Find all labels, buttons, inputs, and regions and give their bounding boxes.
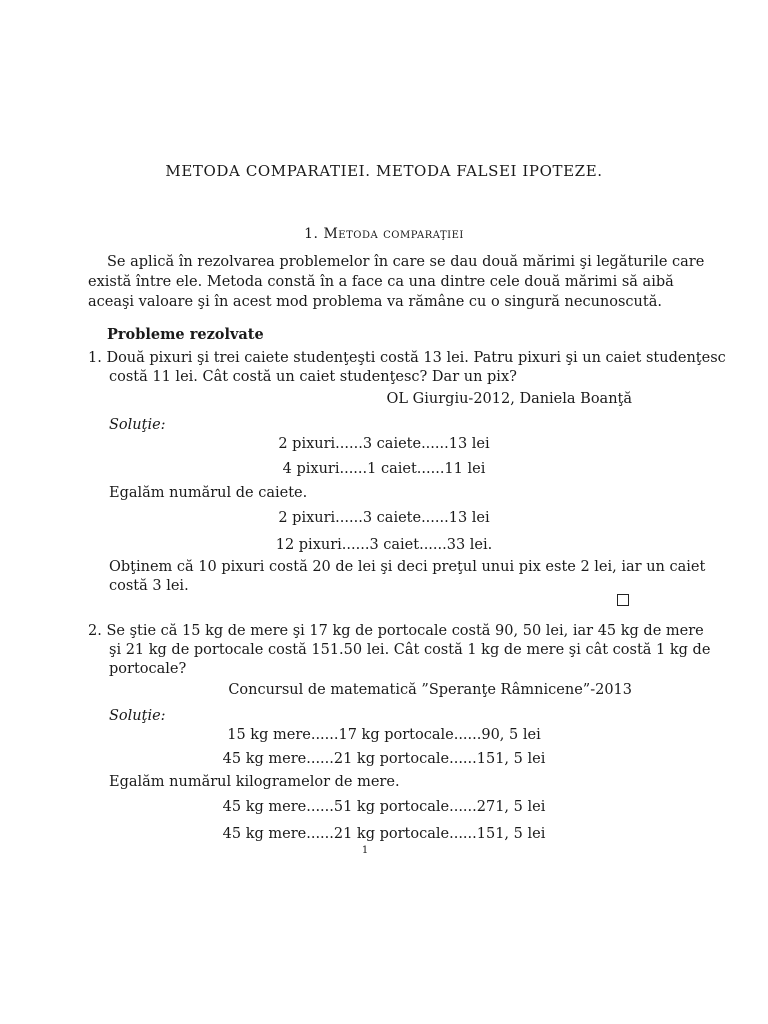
- section-heading: 1. Metoda comparaţiei: [304, 226, 464, 242]
- problem1-line-2: costă 11 lei. Cât costă un caiet studenţesc? Dar un pix?: [109, 369, 517, 385]
- problem2-equation-4: 45 kg mere......21 kg portocale......151, 5 lei: [222, 826, 546, 842]
- intro-line-2: există între ele. Metoda constă în a face ca una dintre cele două mărimi să aibă: [88, 274, 674, 290]
- problem1-equation-3: 2 pixuri......3 caiete......13 lei: [278, 510, 490, 526]
- intro-line-1: Se aplică în rezolvarea problemelor în care se dau două mărimi şi legăturile care: [107, 254, 705, 270]
- problem1-equation-1: 2 pixuri......3 caiete......13 lei: [278, 436, 490, 452]
- problem1-conclusion-1: Obţinem că 10 pixuri costă 20 de lei şi deci preţul unui pix este 2 lei, iar un caiet: [109, 559, 706, 575]
- intro-line-3: aceaşi valoare şi în acest mod problema va rămâne cu o singură necunoscută.: [88, 294, 662, 310]
- problem2-solution-label: Soluţie:: [109, 708, 166, 724]
- problem1-solution-label: Soluţie:: [109, 417, 166, 433]
- page-title: METODA COMPARATIEI. METODA FALSEI IPOTEZE.: [165, 162, 603, 180]
- problem1-equation-4: 12 pixuri......3 caiet......33 lei.: [275, 537, 493, 553]
- problem2-equation-1: 15 kg mere......17 kg portocale......90, 5 lei: [227, 727, 541, 743]
- problem1-conclusion-2: costă 3 lei.: [109, 578, 189, 594]
- problem1-source: OL Giurgiu-2012, Daniela Boanţă: [386, 391, 632, 407]
- problem2-source: Concursul de matematică ”Speranţe Râmnicene”-2013: [228, 682, 632, 698]
- problem1-equation-2: 4 pixuri......1 caiet......11 lei: [282, 461, 486, 477]
- page-number: 1: [361, 845, 369, 856]
- qed-square-icon: [617, 594, 629, 606]
- problem2-equation-3: 45 kg mere......51 kg portocale......271, 5 lei: [222, 799, 546, 815]
- problem2-line-1: 2. Se ştie că 15 kg de mere şi 17 kg de portocale costă 90, 50 lei, iar 45 kg de mere: [88, 623, 704, 639]
- problem2-line-2: şi 21 kg de portocale costă 151.50 lei. Cât costă 1 kg de mere şi cât costă 1 kg de: [109, 642, 711, 658]
- problem2-equation-2: 45 kg mere......21 kg portocale......151, 5 lei: [222, 751, 546, 767]
- solved-problems-heading: Probleme rezolvate: [107, 326, 264, 343]
- problem2-step: Egalăm numărul kilogramelor de mere.: [109, 774, 400, 790]
- problem1-line-1: 1. Două pixuri şi trei caiete studenţeşti costă 13 lei. Patru pixuri şi un caiet studenţesc: [88, 350, 726, 366]
- problem1-step: Egalăm numărul de caiete.: [109, 485, 308, 501]
- problem2-line-3: portocale?: [109, 661, 187, 677]
